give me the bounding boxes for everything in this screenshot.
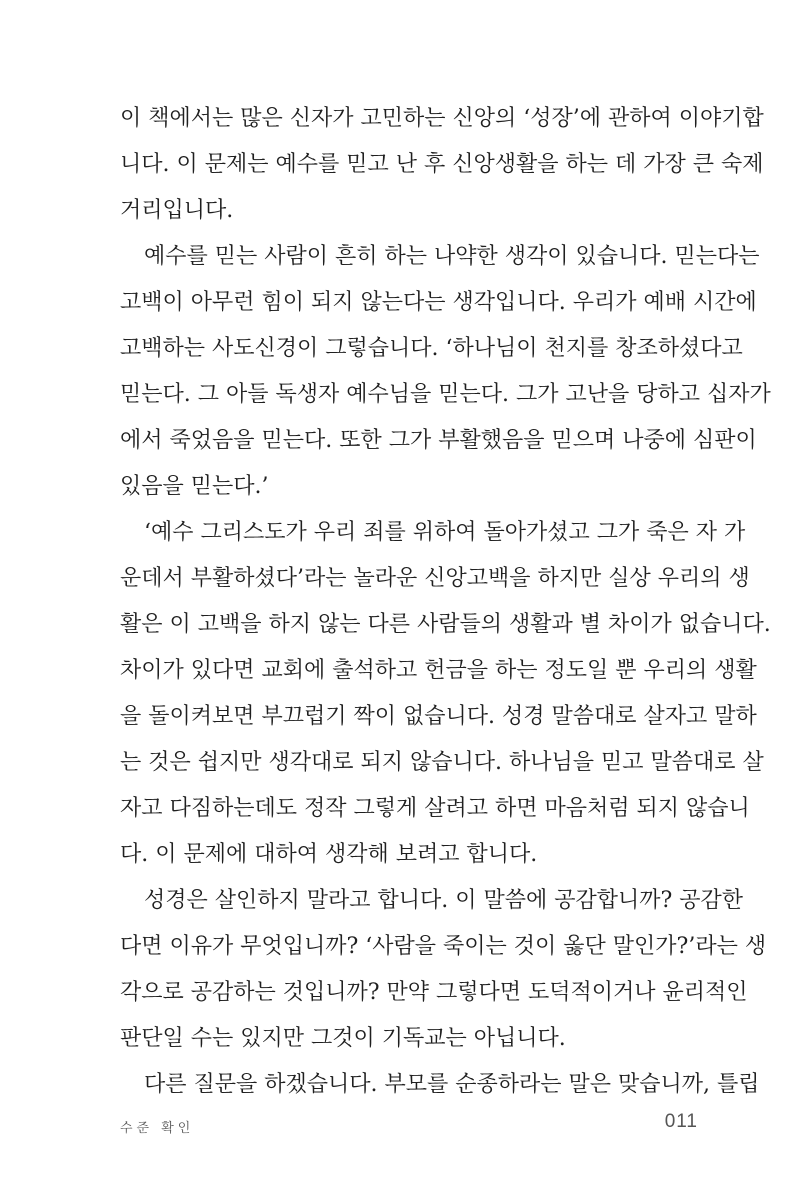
text-line: 예수를 믿는 사람이 흔히 하는 나약한 생각이 있습니다. 믿는다는 <box>144 244 760 269</box>
text-line: 이 책에서는 많은 신자가 고민하는 신앙의 ‘성장’에 관하여 이야기합 <box>120 106 764 131</box>
text-line: 거리입니다. <box>120 198 234 223</box>
text-line: 성경은 살인하지 말라고 합니다. 이 말씀에 공감합니까? 공감한 <box>144 888 744 913</box>
text-line: 차이가 있다면 교회에 출석하고 헌금을 하는 정도일 뿐 우리의 생활 <box>120 658 757 683</box>
text-line: 다면 이유가 무엇입니까? ‘사람을 죽이는 것이 옳단 말인가?’라는 생 <box>120 934 767 959</box>
text-line: 믿는다. 그 아들 독생자 예수님을 믿는다. 그가 고난을 당하고 십자가 <box>120 382 771 407</box>
text-line: 에서 죽었음을 믿는다. 또한 그가 부활했음을 믿으며 나중에 심판이 <box>120 428 757 453</box>
text-line: 운데서 부활하셨다’라는 놀라운 신앙고백을 하지만 실상 우리의 생 <box>120 566 750 591</box>
text-line: 을 돌이켜보면 부끄럽기 짝이 없습니다. 성경 말씀대로 살자고 말하 <box>120 704 757 729</box>
text-line: 다른 질문을 하겠습니다. 부모를 순종하라는 말은 맞습니까, 틀립 <box>144 1072 760 1097</box>
text-line: 각으로 공감하는 것입니까? 만약 그렇다면 도덕적이거나 윤리적인 <box>120 980 748 1005</box>
running-footer-title: 수준 확인 <box>120 1121 195 1136</box>
text-line: 자고 다짐하는데도 정작 그렇게 살려고 하면 마음처럼 되지 않습니 <box>120 796 750 821</box>
text-line: 고백이 아무런 힘이 되지 않는다는 생각입니다. 우리가 예배 시간에 <box>120 290 757 315</box>
text-line: 다. 이 문제에 대하여 생각해 보려고 합니다. <box>120 842 538 867</box>
text-line: 있음을 믿는다.’ <box>120 474 269 499</box>
text-line: 활은 이 고백을 하지 않는 다른 사람들의 생활과 별 차이가 없습니다. <box>120 612 771 637</box>
text-line: 고백하는 사도신경이 그렇습니다. ‘하나님이 천지를 창조하셨다고 <box>120 336 743 361</box>
text-line: 니다. 이 문제는 예수를 믿고 난 후 신앙생활을 하는 데 가장 큰 숙제 <box>120 152 764 177</box>
text-line: 는 것은 쉽지만 생각대로 되지 않습니다. 하나님을 믿고 말씀대로 살 <box>120 750 764 775</box>
page-number: 011 <box>664 1111 698 1132</box>
text-line: 판단일 수는 있지만 그것이 기독교는 아닙니다. <box>120 1026 566 1051</box>
text-line: ‘예수 그리스도가 우리 죄를 위하여 돌아가셨고 그가 죽은 자 가 <box>144 520 746 545</box>
